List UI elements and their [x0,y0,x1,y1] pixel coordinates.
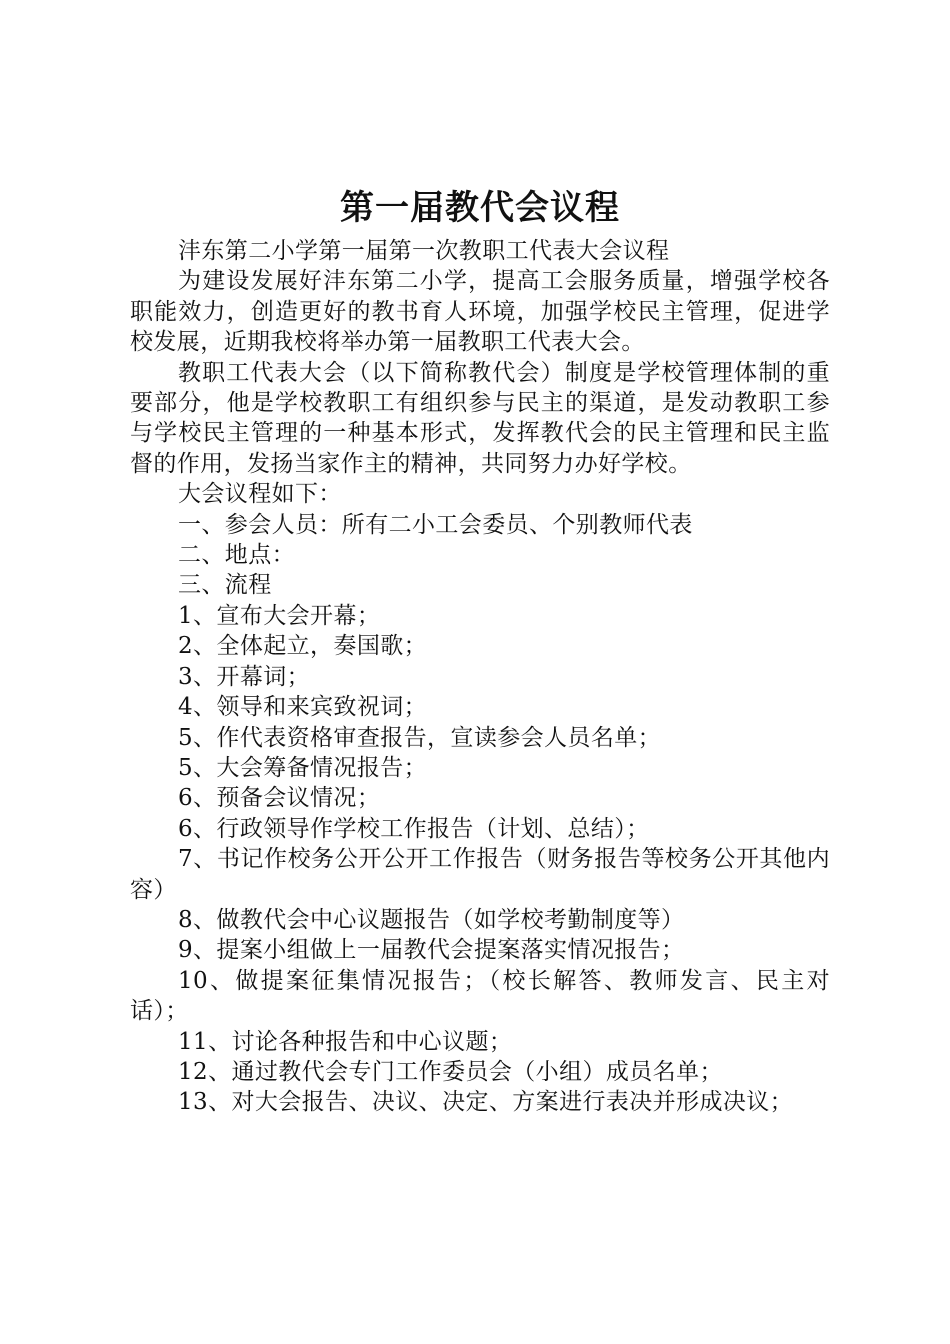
attendees-item: 一、参会人员：所有二小工会委员、个别教师代表 [178,511,693,538]
intro-paragraph: 为建设发展好沣东第二小学，提高工会服务质量，增强学校各职能效力，创造更好的教书育人环境，加强学校民主管理，促进学校发展，近期我校将举办第一届教职工代表大会。 [130,268,830,356]
document-title: 第一届教代会议程 [340,188,620,228]
agenda-item: 12、通过教代会专门工作委员会（小组）成员名单； [178,1058,723,1085]
agenda-item: 6、预备会议情况； [178,785,381,812]
agenda-item: 3、开幕词； [178,663,311,690]
agenda-item: 9、提案小组做上一届教代会提案落实情况报告； [178,937,685,964]
agenda-item: 1、宣布大会开幕； [178,602,381,629]
subtitle-paragraph: 沣东第二小学第一届第一次教职工代表大会议程 [178,238,670,264]
agenda-item: 5、作代表资格审查报告，宣读参会人员名单； [178,724,662,751]
document-page [130,182,830,1118]
agenda-item: 8、做教代会中心议题报告（如学校考勤制度等） [178,906,685,933]
agenda-item: 11、讨论各种报告和中心议题； [178,1028,513,1055]
agenda-heading: 大会议程如下： [178,481,342,508]
agenda-item: 6、行政领导作学校工作报告（计划、总结）； [178,815,650,842]
location-item: 二、地点： [178,542,295,569]
agenda-item: 4、领导和来宾致祝词； [178,694,428,721]
process-heading: 三、流程 [178,572,272,599]
agenda-item: 10、做提案征集情况报告；（校长解答、教师发言、民主对话）； [130,967,830,1025]
description-paragraph: 教职工代表大会（以下简称教代会）制度是学校管理体制的重要部分，他是学校教职工有组织参与民主的渠道，是发动教职工参与学校民主管理的一种基本形式，发挥教代会的民主管理和民主监督的作用，发扬当家作主的精神，共同努力办好学校。 [130,359,830,477]
agenda-item: 7、书记作校务公开公开工作报告（财务报告等校务公开其他内容） [130,846,830,903]
document-body [130,236,830,1118]
agenda-item: 2、全体起立，奏国歌； [178,633,428,660]
agenda-item: 13、对大会报告、决议、决定、方案进行表决并形成决议； [178,1089,794,1116]
agenda-item: 5、大会筹备情况报告； [178,754,428,781]
